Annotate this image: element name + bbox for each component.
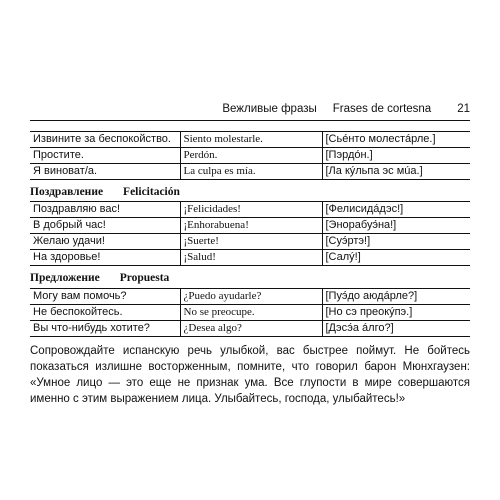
- spanish-phrase: ¡Salud!: [180, 250, 322, 266]
- spanish-phrase: ¿Puedo ayudarle?: [180, 289, 322, 305]
- russian-phrase: Могу вам помочь?: [30, 289, 180, 305]
- transcription: [Сьéнто молестáрле.]: [322, 132, 470, 148]
- russian-phrase: Поздравляю вас!: [30, 202, 180, 218]
- running-head-spanish: Frases de cortesna: [332, 103, 432, 115]
- transcription: [Ла кýльпа эс мúа.]: [322, 164, 470, 180]
- section-heading-spanish: Propuesta: [119, 272, 170, 284]
- russian-phrase: Извините за беспокойство.: [30, 132, 180, 148]
- phrase-table-congratulation: [30, 201, 470, 266]
- running-head: [30, 103, 470, 115]
- russian-phrase: Желаю удачи!: [30, 234, 180, 250]
- table-row: [30, 234, 470, 250]
- section-heading-russian: Предложение: [30, 272, 100, 284]
- russian-phrase: Я виноват/а.: [30, 164, 180, 180]
- transcription: [Суэ́ртэ!]: [322, 234, 470, 250]
- russian-phrase: В добрый час!: [30, 218, 180, 234]
- spanish-phrase: ¡Enhorabuena!: [180, 218, 322, 234]
- table-row: [30, 132, 470, 148]
- table-row: [30, 218, 470, 234]
- spanish-phrase: ¡Felicidades!: [180, 202, 322, 218]
- transcription: [Фелисидáдэс!]: [322, 202, 470, 218]
- section-heading-congratulation: [30, 186, 180, 198]
- phrase-table-offer: [30, 288, 470, 337]
- spanish-phrase: ¡Suerte!: [180, 234, 322, 250]
- transcription: [Пуэ́до аюдáрле?]: [322, 289, 470, 305]
- russian-phrase: Простите.: [30, 148, 180, 164]
- transcription: [Салý!]: [322, 250, 470, 266]
- table-row: [30, 250, 470, 266]
- russian-phrase: Вы что-нибудь хотите?: [30, 321, 180, 337]
- table-row: [30, 164, 470, 180]
- spanish-phrase: ¿Desea algo?: [180, 321, 322, 337]
- table-row: [30, 289, 470, 305]
- table-row: [30, 202, 470, 218]
- transcription: [Но сэ преокýпэ.]: [322, 305, 470, 321]
- page-number: 21: [457, 103, 470, 115]
- header-rule: [30, 120, 470, 121]
- section-heading-russian: Поздравление: [30, 186, 104, 198]
- body-paragraph: Сопровождайте испанскую речь улыбкой, вас быстрее поймут. Не бойтесь показаться излишне восторженным, помните, что говорил барон Мюнхгаузен: «Умное лицо — это еще не признак ума. Все глупости в мире совершаются именно с этим выражением лица. Улыбайтесь, господа, улыбайтесь!»: [30, 345, 470, 405]
- transcription: [Энорабуэ́на!]: [322, 218, 470, 234]
- spanish-phrase: Perdón.: [180, 148, 322, 164]
- spanish-phrase: No se preocupe.: [180, 305, 322, 321]
- transcription: [Пэрдóн.]: [322, 148, 470, 164]
- running-head-russian: Вежливые фразы: [222, 103, 317, 115]
- table-row: [30, 148, 470, 164]
- spanish-phrase: La culpa es mía.: [180, 164, 322, 180]
- section-heading-spanish: Felicitación: [123, 186, 180, 198]
- table-row: [30, 321, 470, 337]
- russian-phrase: На здоровье!: [30, 250, 180, 266]
- russian-phrase: Не беспокойтесь.: [30, 305, 180, 321]
- transcription: [Дэсэ́а áлго?]: [322, 321, 470, 337]
- spanish-phrase: Siento molestarle.: [180, 132, 322, 148]
- phrase-table-apology: [30, 131, 470, 180]
- section-heading-offer: [30, 272, 169, 284]
- table-row: [30, 305, 470, 321]
